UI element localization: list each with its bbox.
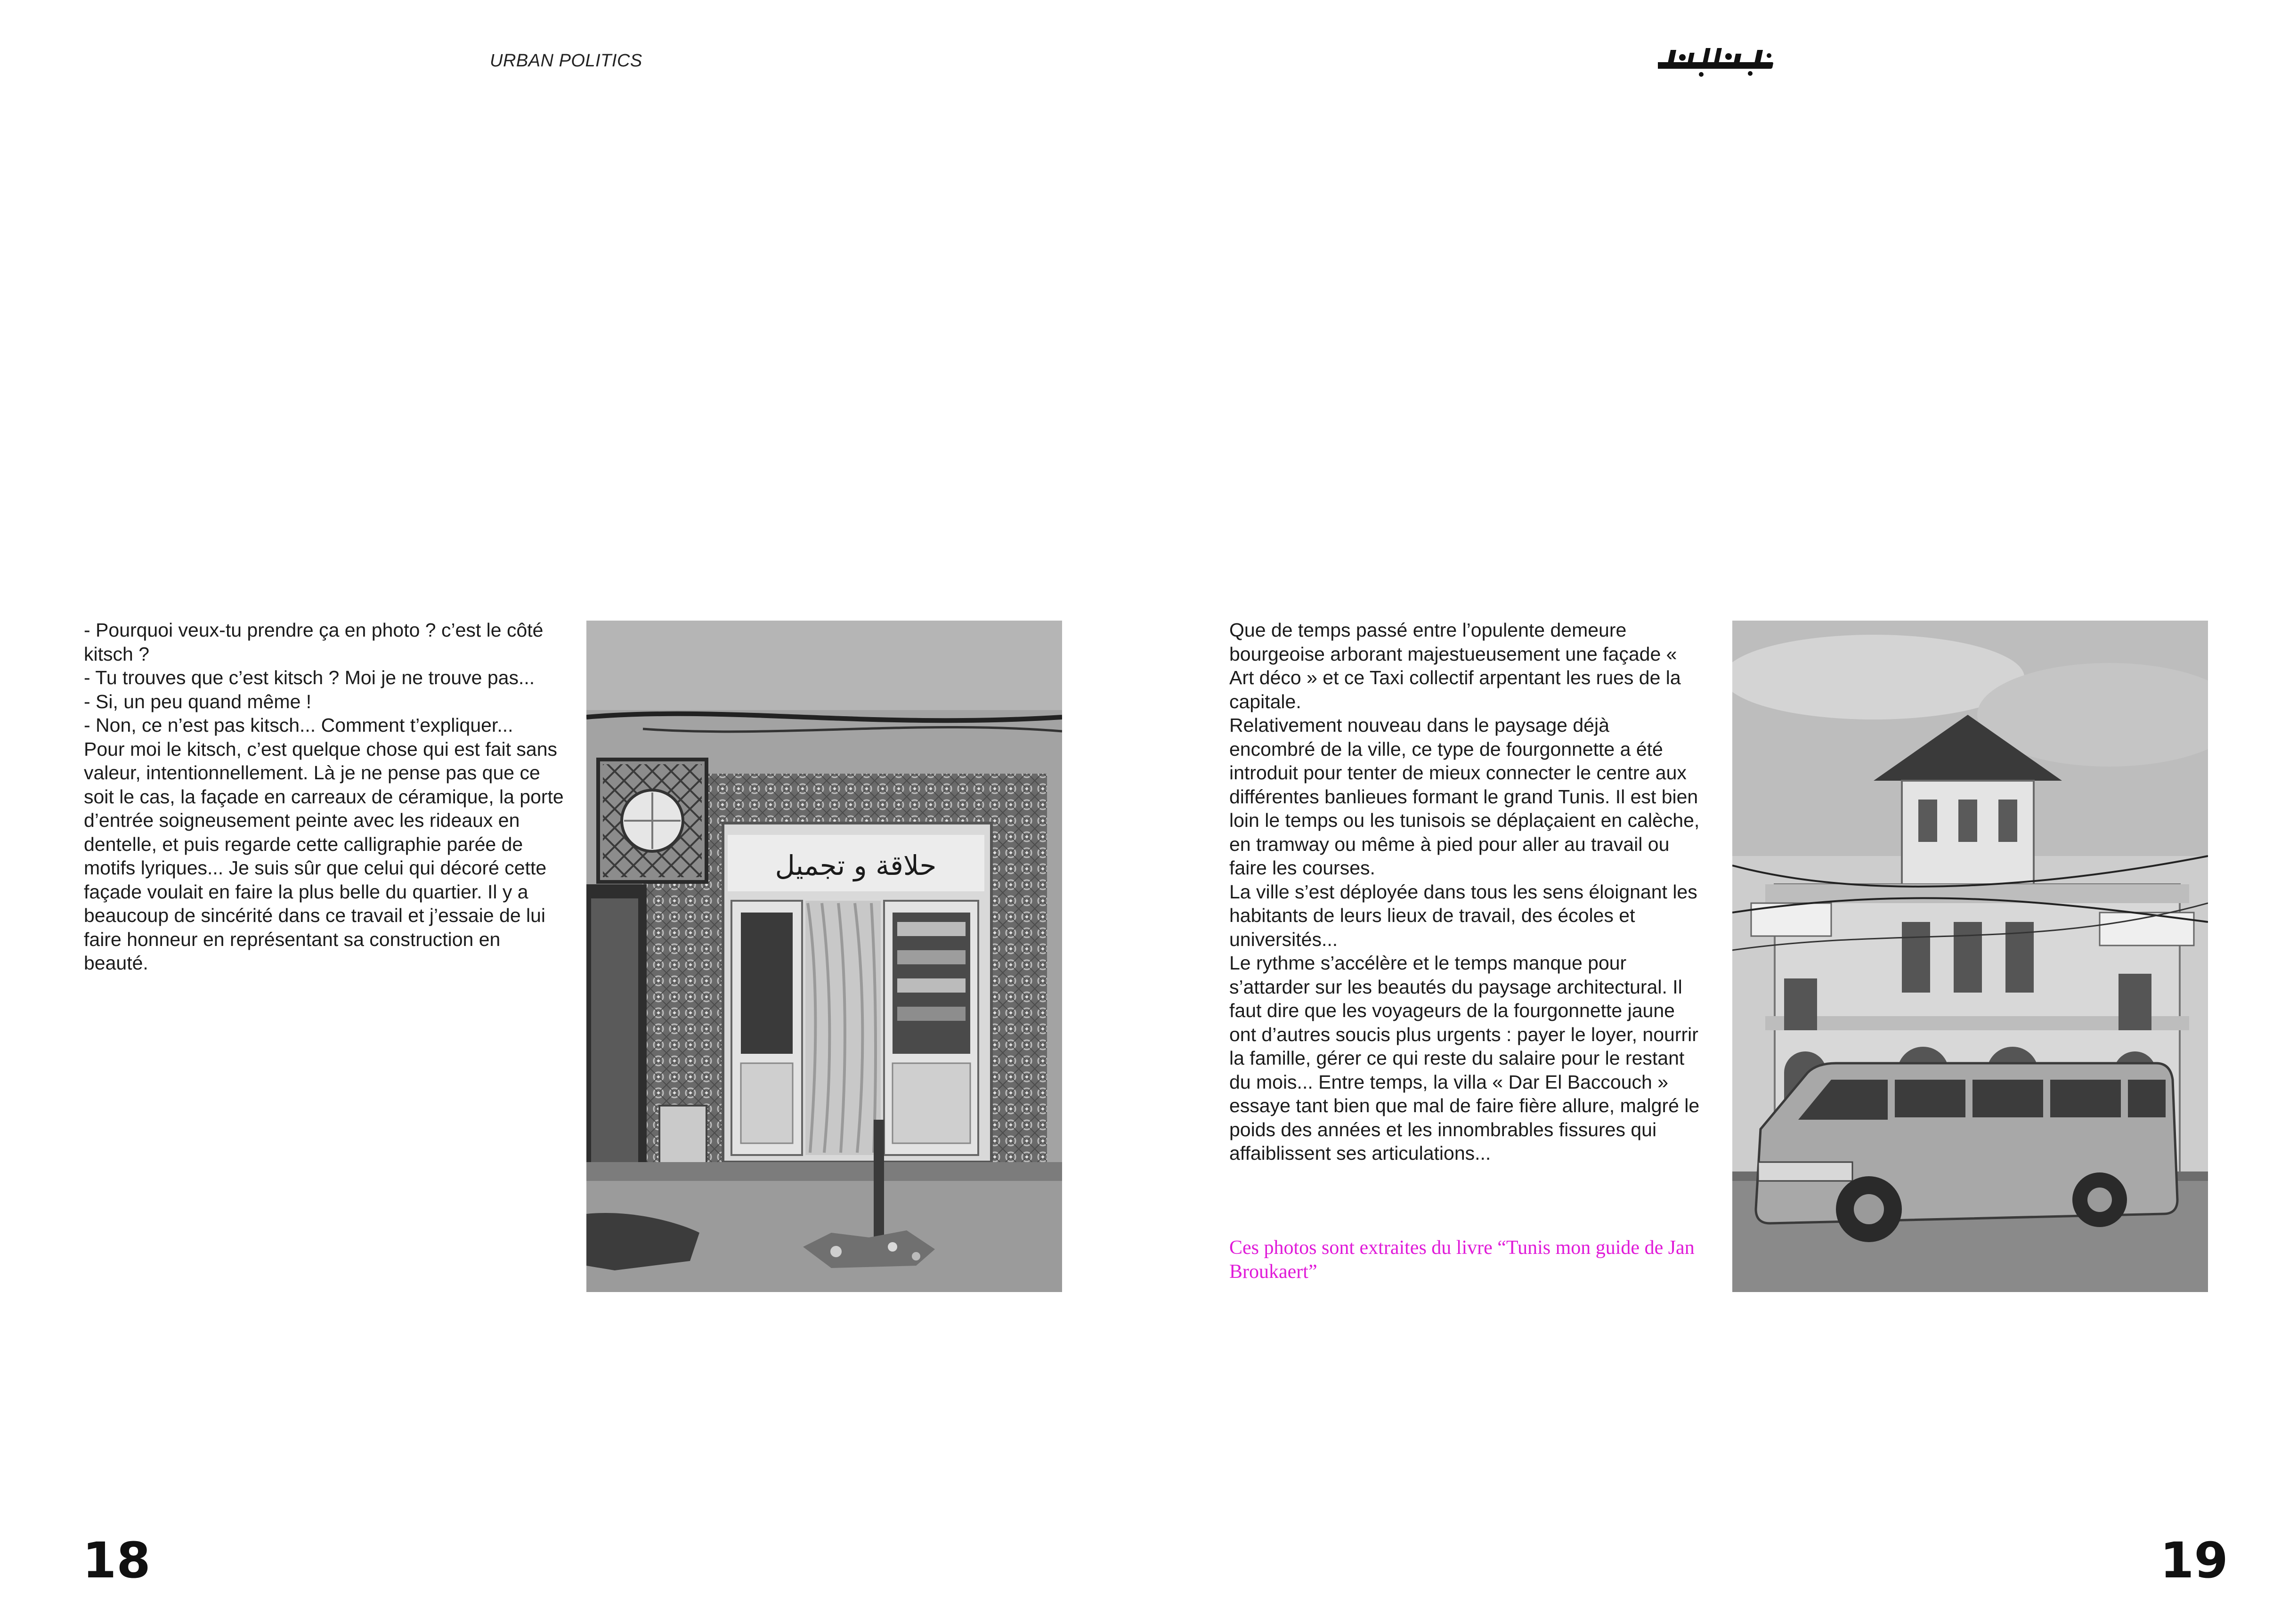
- section-title: URBAN POLITICS: [490, 51, 642, 71]
- right-article-text: Que de temps passé entre l’opulente demeure bourgeoise arborant majestueusement une façade « Art déco » et ce Taxi collectif arpentant les rues de la capitale. Relativement nouveau dans le paysage déjà encombré de la ville, ce type de fourgonnette a été introduit pour tenter de mieux connecter le centre aux différentes banlieues formant le grand Tunis. Il est bien loin le temps ou les tunisois se déplaçaient en calèche, en tramway ou même à pied pour aller au travail ou faire les courses. La ville s’est déployée dans tous les sens éloignant les habitants de leurs lieux de travail, des écoles et universités... Le rythme s’accélère et le temps manque pour s’attarder sur les beautés du paysage architectural. Il faut dire que les voyageurs de la fourgonnette jaune ont d’autres soucis plus urgents : payer le loyer, nourrir la famille, gérer ce qui reste du salaire pour le restant du mois... Entre temps, la villa « Dar El Baccouch » essaye tant bien que mal de faire fière allure, malgré le poids des années et les innombrables fissures qui affaiblissent ses articulations...: [1229, 619, 1700, 1164]
- newspaper-logo: [1658, 43, 1780, 81]
- page-number-right: 19: [2160, 1532, 2228, 1589]
- photo-credit: Ces photos sont extraites du livre “Tunis mon guide de Jan Broukaert”: [1229, 1237, 1695, 1283]
- shop-sign-text: حلاقة و تجميل: [775, 849, 937, 881]
- page-number-left: 18: [82, 1532, 151, 1589]
- left-article-text: - Pourquoi veux-tu prendre ça en photo ? c’est le côté kitsch ? - Tu trouves que c’est kitsch ? Moi je ne trouve pas... - Si, un peu quand même ! - Non, ce n’est pas kitsch... Comment t’expliquer... Pour moi le kitsch, c’est quelque chose qui est fait sans valeur, intentionnellement. Là je ne pense pas que ce soit le cas, la façade en carreaux de céramique, la porte d’entrée soigneusement peinte avec les rideaux en dentelle, et puis regarde cette calligraphie parée de motifs lyriques... Je suis sûr que celui qui décoré cette façade voulait en faire la plus belle du quartier. Il y a beaucoup de sincérité dans ce travail et j’essaie de lui faire honneur en représentant sa construction en beauté.: [84, 619, 564, 974]
- villa-and-van-photo: [1732, 621, 2208, 1292]
- shop-facade-photo: [586, 621, 1062, 1292]
